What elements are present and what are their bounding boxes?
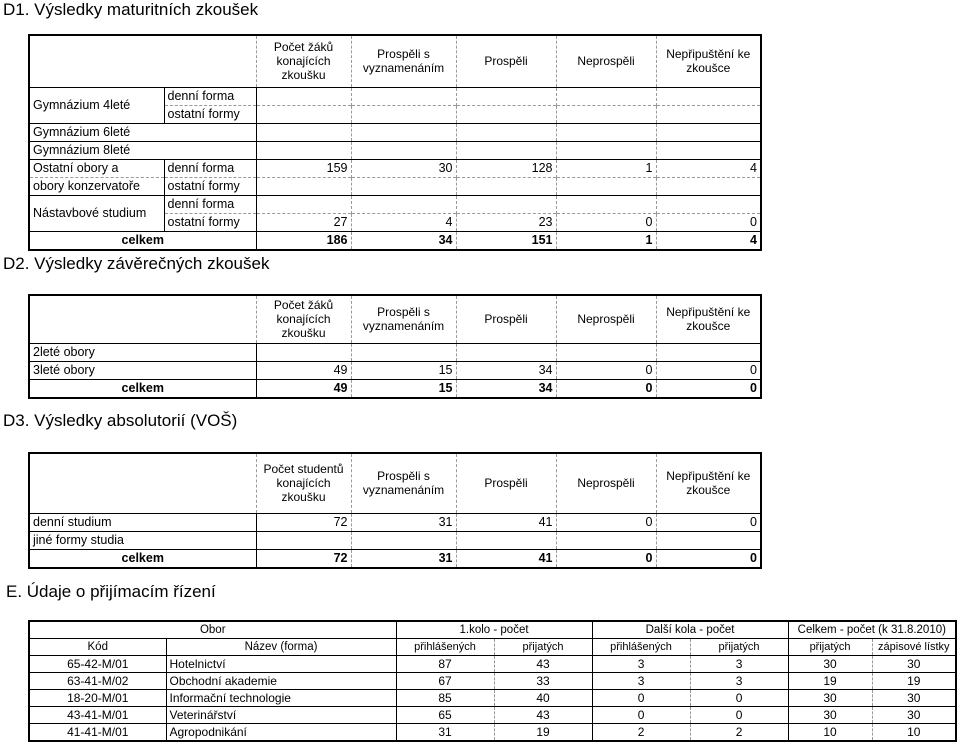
d1-total-cell: 1 <box>556 231 656 250</box>
d1-total-cell: 4 <box>656 231 761 250</box>
d3-table <box>28 452 762 569</box>
e-nazev: Obchodní akademie <box>166 673 396 690</box>
e-cell: 19 <box>872 673 956 690</box>
e-header-prihlasenych: přihlášených <box>396 639 494 656</box>
d1-sub-label: ostatní formy <box>164 177 256 195</box>
d3-title: D3. Výsledky absolutorií (VOŠ) <box>3 411 238 430</box>
e-header-celkem: Celkem - počet (k 31.8.2010) <box>788 621 956 639</box>
e-kod: 63-41-M/02 <box>29 673 166 690</box>
d1-corner <box>29 35 256 87</box>
e-cell: 0 <box>690 707 788 724</box>
d1-header: Počet žáků konajících zkoušku <box>256 35 351 87</box>
e-header-nazev: Název (forma) <box>166 639 396 656</box>
e-header-kod: Kód <box>29 639 166 656</box>
e-kod: 41-41-M/01 <box>29 724 166 742</box>
d3-total-cell: 31 <box>351 549 456 568</box>
d3-header: Prospěli <box>456 453 556 513</box>
d1-title: D1. Výsledky maturitních zkoušek <box>3 0 259 19</box>
d2-header: Prospěli <box>456 295 556 343</box>
d2-total-cell: 15 <box>351 379 456 398</box>
d3-total-cell: 41 <box>456 549 556 568</box>
d3-cell: 41 <box>456 513 556 531</box>
d1-cell: 159 <box>256 159 351 177</box>
d1-total-cell: 151 <box>456 231 556 250</box>
d2-header: Neprospěli <box>556 295 656 343</box>
d3-total-cell: 72 <box>256 549 351 568</box>
e-title: E. Údaje o přijímacím řízení <box>6 582 216 601</box>
e-nazev: Agropodnikání <box>166 724 396 742</box>
d3-header: Prospěli s vyznamenáním <box>351 453 456 513</box>
d1-total-cell: 34 <box>351 231 456 250</box>
e-cell: 19 <box>788 673 872 690</box>
d1-row-label: Gymnázium 6leté <box>29 123 256 141</box>
d3-corner <box>29 453 256 513</box>
d2-row-label: 2leté obory <box>29 343 256 361</box>
e-cell: 2 <box>592 724 690 742</box>
d2-total-cell: 34 <box>456 379 556 398</box>
e-header-prijatych: přijatých <box>788 639 872 656</box>
e-cell: 2 <box>690 724 788 742</box>
d1-cell: 0 <box>656 213 761 231</box>
e-cell: 10 <box>872 724 956 742</box>
d2-cell: 34 <box>456 361 556 379</box>
e-cell: 3 <box>690 656 788 673</box>
d2-title: D2. Výsledky závěrečných zkoušek <box>3 254 270 273</box>
e-cell: 30 <box>872 690 956 707</box>
e-row <box>29 673 956 690</box>
d2-table <box>28 294 762 399</box>
e-row <box>29 724 956 742</box>
d3-total-cell: 0 <box>656 549 761 568</box>
d1-cell: 4 <box>351 213 456 231</box>
e-nazev: Veterinářství <box>166 707 396 724</box>
e-cell: 30 <box>788 656 872 673</box>
e-cell: 10 <box>788 724 872 742</box>
d3-header: Neprospěli <box>556 453 656 513</box>
d1-sub-label: denní forma <box>164 195 256 213</box>
d1-row-label: obory konzervatoře <box>29 177 164 195</box>
e-cell: 43 <box>494 656 592 673</box>
e-cell: 33 <box>494 673 592 690</box>
d1-cell: 30 <box>351 159 456 177</box>
d3-cell: 0 <box>556 513 656 531</box>
d3-total-label: celkem <box>29 549 256 568</box>
e-cell: 19 <box>494 724 592 742</box>
d3-cell: 0 <box>656 513 761 531</box>
e-kod: 18-20-M/01 <box>29 690 166 707</box>
d1-cell: 27 <box>256 213 351 231</box>
d2-row-label: 3leté obory <box>29 361 256 379</box>
e-cell: 31 <box>396 724 494 742</box>
d3-row-label: jiné formy studia <box>29 531 256 549</box>
d1-table <box>28 34 762 251</box>
e-cell: 3 <box>690 673 788 690</box>
e-cell: 0 <box>592 707 690 724</box>
d2-total-cell: 0 <box>656 379 761 398</box>
d3-header: Nepřipuštění ke zkoušce <box>656 453 761 513</box>
d1-row-label: Nástavbové studium <box>29 195 164 231</box>
d3-header: Počet studentů konajících zkoušku <box>256 453 351 513</box>
e-header-zapisove: zápisové lístky <box>872 639 956 656</box>
e-kod: 65-42-M/01 <box>29 656 166 673</box>
d1-cell: 0 <box>556 213 656 231</box>
d1-total-label: celkem <box>29 231 256 250</box>
e-cell: 30 <box>872 707 956 724</box>
d2-header: Nepřipuštění ke zkoušce <box>656 295 761 343</box>
e-cell: 30 <box>788 707 872 724</box>
e-row <box>29 690 956 707</box>
e-kod: 43-41-M/01 <box>29 707 166 724</box>
e-nazev: Hotelnictví <box>166 656 396 673</box>
e-header-kolo1: 1.kolo - počet <box>396 621 592 639</box>
d1-header: Nepřipuštění ke zkoušce <box>656 35 761 87</box>
d1-header: Prospěli s vyznamenáním <box>351 35 456 87</box>
d1-sub-label: ostatní formy <box>164 213 256 231</box>
e-cell: 0 <box>592 690 690 707</box>
d2-cell: 49 <box>256 361 351 379</box>
e-cell: 0 <box>690 690 788 707</box>
e-table <box>28 620 957 742</box>
d3-cell: 31 <box>351 513 456 531</box>
e-row <box>29 707 956 724</box>
e-header-prijatych: přijatých <box>494 639 592 656</box>
d2-total-cell: 0 <box>556 379 656 398</box>
d3-total-cell: 0 <box>556 549 656 568</box>
e-header-obor: Obor <box>29 621 396 639</box>
d2-total-label: celkem <box>29 379 256 398</box>
e-row <box>29 656 956 673</box>
d1-cell: 23 <box>456 213 556 231</box>
d1-cell: 128 <box>456 159 556 177</box>
d3-row-label: denní studium <box>29 513 256 531</box>
e-cell: 3 <box>592 656 690 673</box>
e-nazev: Informační technologie <box>166 690 396 707</box>
d2-cell: 15 <box>351 361 456 379</box>
d2-cell: 0 <box>656 361 761 379</box>
d2-cell: 0 <box>556 361 656 379</box>
d1-row-label: Gymnázium 4leté <box>29 87 164 123</box>
e-cell: 67 <box>396 673 494 690</box>
d1-cell: 1 <box>556 159 656 177</box>
d2-header: Počet žáků konajících zkoušku <box>256 295 351 343</box>
e-cell: 3 <box>592 673 690 690</box>
e-cell: 30 <box>872 656 956 673</box>
d2-corner <box>29 295 256 343</box>
d1-header: Prospěli <box>456 35 556 87</box>
e-cell: 65 <box>396 707 494 724</box>
d1-row-label: Ostatní obory a <box>29 159 164 177</box>
e-cell: 87 <box>396 656 494 673</box>
e-header-dalsi: Další kola - počet <box>592 621 788 639</box>
e-header-prijatych: přijatých <box>690 639 788 656</box>
d1-sub-label: ostatní formy <box>164 105 256 123</box>
d1-total-cell: 186 <box>256 231 351 250</box>
d1-sub-label: denní forma <box>164 159 256 177</box>
e-cell: 43 <box>494 707 592 724</box>
d1-cell: 4 <box>656 159 761 177</box>
d1-sub-label: denní forma <box>164 87 256 105</box>
d2-total-cell: 49 <box>256 379 351 398</box>
d1-header: Neprospěli <box>556 35 656 87</box>
e-cell: 30 <box>788 690 872 707</box>
d2-header: Prospěli s vyznamenáním <box>351 295 456 343</box>
d3-cell: 72 <box>256 513 351 531</box>
e-cell: 40 <box>494 690 592 707</box>
d1-row-label: Gymnázium 8leté <box>29 141 256 159</box>
e-cell: 85 <box>396 690 494 707</box>
e-header-prihlasenych: přihlášených <box>592 639 690 656</box>
